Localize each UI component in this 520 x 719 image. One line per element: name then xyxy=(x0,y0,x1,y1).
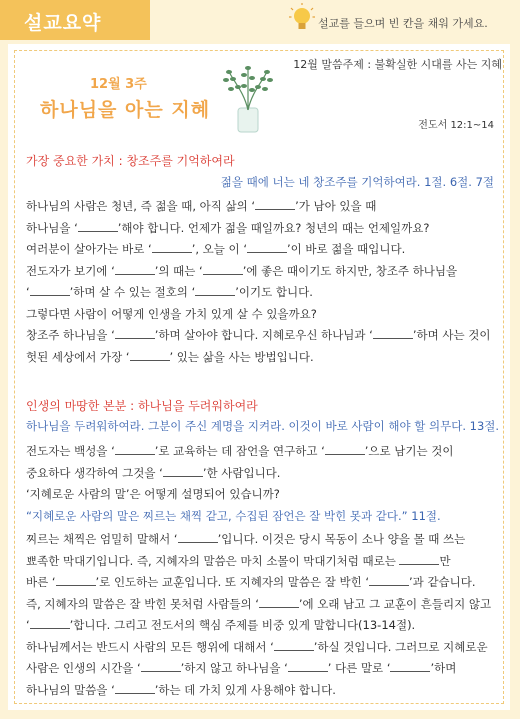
line-text: ‘지혜로운 사람의 말’은 어떻게 설명되어 있습니까? xyxy=(26,487,280,501)
section2a-line xyxy=(26,486,280,502)
fill-in-blank[interactable] xyxy=(78,221,118,232)
section2b-line xyxy=(26,596,491,612)
fill-in-blank[interactable] xyxy=(141,661,181,672)
section1-line xyxy=(26,220,429,236)
scripture-reference: 전도서 12:1~14 xyxy=(418,120,494,131)
section1-verse: 젊을 때에 너는 네 창조주를 기억하여라. 1절. 6절. 7절 xyxy=(220,175,494,189)
section2a-line xyxy=(26,465,280,481)
line-text: ’하실 것입니다. 그러므로 지혜로운 xyxy=(313,639,488,654)
fill-in-blank[interactable] xyxy=(115,444,155,455)
fill-in-blank[interactable] xyxy=(369,575,409,586)
fill-in-blank[interactable] xyxy=(325,444,365,455)
line-text: 즉, 지혜자의 말씀은 잘 박힌 못처럼 사람들의 ‘ xyxy=(26,596,259,611)
fill-in-blank[interactable] xyxy=(115,683,155,694)
plant-vase-illustration xyxy=(218,62,278,134)
line-text: 뾰족한 막대기입니다. 즉, 지혜자의 말씀은 마치 소몰이 막대기처럼 때로는 xyxy=(26,553,400,568)
date-label: 12월 3주 xyxy=(90,77,147,92)
line-text: 만 xyxy=(439,553,451,568)
line-text: ’하며 xyxy=(430,661,457,675)
header-tab xyxy=(0,0,150,40)
section1-line xyxy=(26,241,405,257)
fill-in-blank[interactable] xyxy=(56,575,96,586)
fill-in-blank[interactable] xyxy=(30,285,70,296)
section2b-line xyxy=(26,639,488,655)
line-text: ’하며 살 수 있는 절호의 ‘ xyxy=(69,285,196,299)
section2b-line xyxy=(26,531,465,547)
sermon-theme: 12월 말씀주제 : 불확실한 시대를 사는 지혜 xyxy=(293,58,502,71)
line-text: 바른 ‘ xyxy=(26,575,56,589)
fill-in-blank[interactable] xyxy=(195,285,235,296)
line-text: ’가 남아 있을 때 xyxy=(295,199,377,213)
line-text: ’한 사람입니다. xyxy=(202,465,281,480)
line-text: ’과 같습니다. xyxy=(409,575,476,589)
fill-in-blank[interactable] xyxy=(130,350,170,361)
line-text: ’ 다른 말로 ‘ xyxy=(327,661,391,675)
line-text: ’이 바로 젊을 때입니다. xyxy=(286,242,406,256)
line-text: 하나님의 말씀을 ‘ xyxy=(26,682,115,697)
header-hint: 설교를 들으며 빈 칸을 채워 가세요. xyxy=(318,17,488,30)
line-text: ’합니다. 그리고 전도서의 핵심 주제를 비중 있게 말합니다(13-14절). xyxy=(69,618,416,632)
line-text: 여러분이 살아가는 바로 ‘ xyxy=(26,242,152,256)
fill-in-blank[interactable] xyxy=(274,640,314,651)
section2b-line xyxy=(26,617,415,633)
section1-heading: 가장 중요한 가치 : 창조주를 기억하여라 xyxy=(26,154,235,168)
fill-in-blank[interactable] xyxy=(163,466,203,477)
section2a-line xyxy=(26,443,453,459)
section2b-line xyxy=(26,574,476,590)
line-text: ’로 인도하는 교훈입니다. 또 지혜자의 말씀은 잘 박힌 ‘ xyxy=(95,575,370,589)
line-text: 전도자가 보기에 ‘ xyxy=(26,263,115,278)
section2b-line xyxy=(26,682,336,698)
line-text: 헛된 세상에서 가장 ‘ xyxy=(26,349,130,364)
line-text: ’입니다. 이것은 당시 목동이 소나 양을 몰 때 쓰는 xyxy=(217,532,466,546)
section2-verse: 하나님을 두려워하여라. 그분이 주신 계명을 지켜라. 이것이 바로 사람이 해야 할 의무다. 13절. xyxy=(26,419,500,433)
line-text: 하나님의 사람은 청년, 즉 젊을 때, 아직 삶의 ‘ xyxy=(26,199,256,213)
line-text: ’으로 남기는 것이 xyxy=(364,444,454,458)
line-text: ’, 오늘 이 ‘ xyxy=(191,242,247,256)
fill-in-blank[interactable] xyxy=(399,554,439,565)
line-text: ’에 좋은 때이기도 하지만, 창조주 하나님을 xyxy=(242,263,458,278)
line-text: 창조주 하나님을 ‘ xyxy=(26,328,115,342)
fill-in-blank[interactable] xyxy=(255,199,295,210)
fill-in-blank[interactable] xyxy=(30,618,70,629)
section1-line xyxy=(26,284,313,300)
line-text: 찌르는 채찍은 엄밀히 말해서 ‘ xyxy=(26,532,178,546)
line-text: ’해야 합니다. 언제가 젊을 때일까요? 청년의 때는 언제일까요? xyxy=(117,220,430,235)
section1-line xyxy=(26,198,376,214)
line-text: 하나님께서는 반드시 사람의 모든 행위에 대해서 ‘ xyxy=(26,639,274,654)
section2b-line xyxy=(26,660,456,676)
line-text: 전도자는 백성을 ‘ xyxy=(26,444,115,458)
line-text: 그렇다면 사람이 어떻게 인생을 가치 있게 살 수 있을까요? xyxy=(26,306,317,321)
line-text: 하나님을 ‘ xyxy=(26,220,78,235)
line-text: ’하며 살아야 합니다. 지혜로우신 하나님과 ‘ xyxy=(154,328,373,342)
fill-in-blank[interactable] xyxy=(203,264,243,275)
line-text: ’ 있는 삶을 사는 방법입니다. xyxy=(169,349,314,364)
line-text: ‘ xyxy=(26,618,30,632)
header-title: 설교요약 xyxy=(24,12,102,34)
section1-line xyxy=(26,327,490,343)
line-text: ’로 교육하는 데 잠언을 연구하고 ‘ xyxy=(154,444,325,458)
section2-quote: “지혜로운 사람의 말은 찌르는 채찍 같고, 수집된 잠언은 잘 박힌 못과 같다.” 11절. xyxy=(26,509,441,523)
line-text: ‘ xyxy=(26,285,30,299)
fill-in-blank[interactable] xyxy=(288,661,328,672)
line-text: ’에 오래 남고 그 교훈이 흔들리지 않고 xyxy=(298,596,492,611)
sermon-title: 하나님을 아는 지혜 xyxy=(40,99,211,121)
fill-in-blank[interactable] xyxy=(115,328,155,339)
fill-in-blank[interactable] xyxy=(247,242,287,253)
line-text: 중요하다 생각하여 그것을 ‘ xyxy=(26,465,163,480)
section2b-line xyxy=(26,553,451,569)
line-text: ’이기도 합니다. xyxy=(235,285,313,299)
line-text: ’하는 데 가치 있게 사용해야 합니다. xyxy=(154,682,336,697)
line-text: ’하지 않고 하나님을 ‘ xyxy=(180,661,288,675)
fill-in-blank[interactable] xyxy=(259,597,299,608)
section1-line xyxy=(26,263,457,279)
section1-line xyxy=(26,306,317,322)
line-text: ’의 때는 ‘ xyxy=(154,263,203,278)
fill-in-blank[interactable] xyxy=(115,264,155,275)
line-text: 사람은 인생의 시간을 ‘ xyxy=(26,661,141,675)
fill-in-blank[interactable] xyxy=(152,242,192,253)
fill-in-blank[interactable] xyxy=(373,328,413,339)
line-text: ’하며 사는 것이 xyxy=(412,328,491,342)
section1-line xyxy=(26,349,314,365)
fill-in-blank[interactable] xyxy=(390,661,430,672)
fill-in-blank[interactable] xyxy=(178,532,218,543)
section2-heading: 인생의 마땅한 본분 : 하나님을 두려워하여라 xyxy=(26,399,258,413)
lightbulb-icon xyxy=(288,2,316,38)
